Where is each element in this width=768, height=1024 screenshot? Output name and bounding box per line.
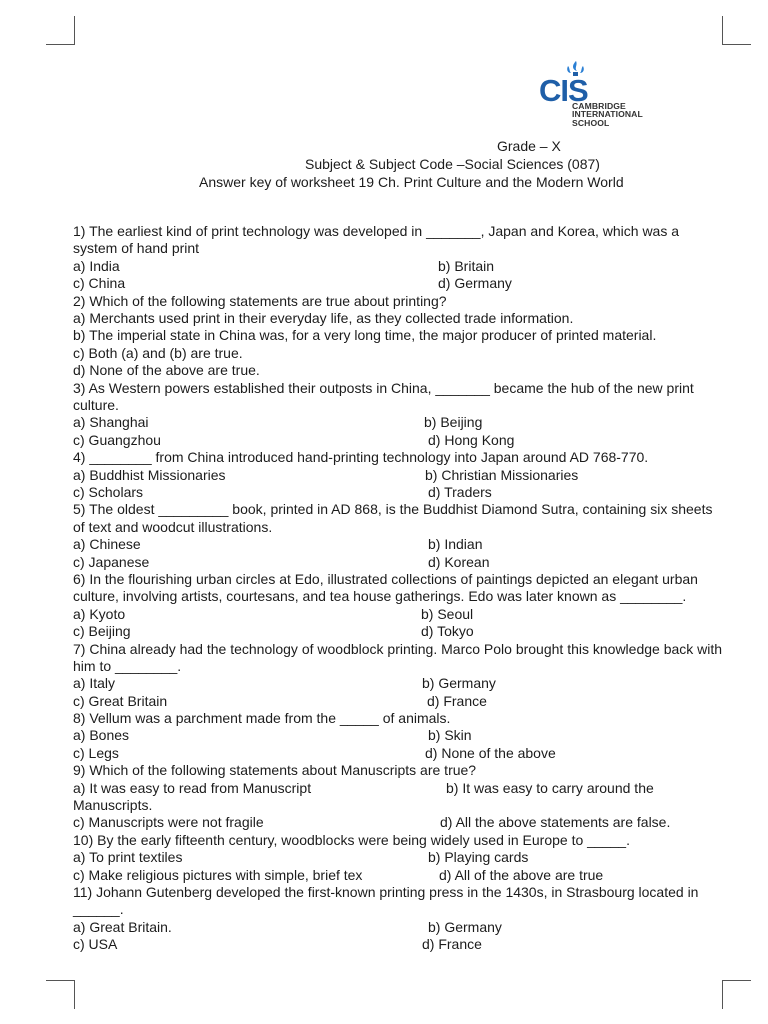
question-10 bbox=[73, 832, 723, 884]
question-text: 9) Which of the following statements about Manuscripts are true? bbox=[73, 762, 477, 779]
question-text: 5) The oldest _________ book, printed in AD 868, is the Buddhist Diamond Sutra, containing six sheets of text and woodcut illustrations. bbox=[73, 501, 713, 535]
option-d: d) France bbox=[427, 692, 487, 709]
logo-name-line-2: INTERNATIONAL bbox=[572, 109, 643, 120]
option-a: a) It was easy to read from Manuscript bbox=[73, 779, 312, 796]
crop-mark-top-right bbox=[722, 16, 751, 45]
option-c: c) Japanese bbox=[73, 553, 150, 570]
option-c: c) Scholars bbox=[73, 483, 144, 500]
question-text: 11) Johann Gutenberg developed the first-known printing press in the 1430s, in Strasbourg located in ______. bbox=[73, 884, 699, 918]
question-1 bbox=[73, 223, 723, 293]
option-a: a) Great Britain. bbox=[73, 918, 172, 935]
page-title: Answer key of worksheet 19 Ch. Print Culture and the Modern World bbox=[199, 174, 624, 190]
option-a: a) India bbox=[73, 257, 120, 274]
option-c: c) Great Britain bbox=[73, 692, 168, 709]
logo-name-line-3: SCHOOL bbox=[572, 117, 610, 128]
option-c: c) USA bbox=[73, 936, 118, 953]
worksheet-questions bbox=[73, 223, 723, 954]
option-c: c) China bbox=[73, 275, 126, 292]
question-text: 4) ________ from China introduced hand-printing technology into Japan around AD 768-770. bbox=[73, 449, 649, 466]
option-a: a) Shanghai bbox=[73, 414, 149, 431]
option-a: a) Bones bbox=[73, 727, 130, 744]
option-c: c) Guangzhou bbox=[73, 431, 161, 448]
question-9 bbox=[73, 762, 723, 832]
crop-mark-bottom-left bbox=[46, 980, 75, 1009]
question-2 bbox=[73, 293, 723, 380]
option-b: b) Beijing bbox=[424, 414, 483, 431]
grade-line: Grade – X bbox=[497, 138, 561, 154]
option-d: d) France bbox=[422, 936, 482, 953]
school-logo bbox=[538, 58, 678, 128]
question-7 bbox=[73, 641, 723, 711]
option-b: b) Germany bbox=[422, 675, 496, 692]
question-6 bbox=[73, 571, 723, 641]
question-text: 2) Which of the following statements are true about printing? bbox=[73, 292, 447, 309]
option-b: b) Indian bbox=[428, 536, 483, 553]
question-text: 8) Vellum was a parchment made from the _____ of animals. bbox=[73, 710, 451, 727]
option-c: c) Make religious pictures with simple, brief tex bbox=[73, 866, 363, 883]
option-a: a) Italy bbox=[73, 675, 116, 692]
question-3 bbox=[73, 380, 723, 450]
option-b-part: b) It was easy to carry around the bbox=[446, 779, 654, 796]
option-b: b) Christian Missionaries bbox=[425, 466, 579, 483]
question-8 bbox=[73, 710, 723, 762]
option-c: c) Manuscripts were not fragile bbox=[73, 814, 264, 831]
question-text: 3) As Western powers established their outposts in China, _______ became the hub of the new print culture. bbox=[73, 379, 694, 413]
option-d: d) All the above statements are false. bbox=[440, 814, 671, 831]
option-a: a) Chinese bbox=[73, 536, 141, 553]
option-a: a) Kyoto bbox=[73, 605, 126, 622]
question-text: 7) China already had the technology of woodblock printing. Marco Polo brought this knowledge back with him to ________. bbox=[73, 640, 723, 674]
logo-abbr: CIS bbox=[539, 73, 588, 108]
option-d: d) Hong Kong bbox=[428, 431, 515, 448]
option-b-continued: Manuscripts. bbox=[73, 797, 153, 814]
question-text: 1) The earliest kind of print technology was developed in _______, Japan and Korea, which was a system of hand print bbox=[73, 223, 680, 257]
option-b: b) The imperial state in China was, for a very long time, the major producer of printed material. bbox=[73, 327, 657, 344]
logo-school-name bbox=[572, 102, 643, 127]
option-c: c) Both (a) and (b) are true. bbox=[73, 344, 243, 361]
option-d: d) None of the above bbox=[425, 744, 556, 761]
subject-line: Subject & Subject Code –Social Sciences (087) bbox=[305, 156, 600, 172]
option-b: b) Playing cards bbox=[428, 849, 529, 866]
option-b: b) Germany bbox=[428, 918, 502, 935]
option-b: b) Skin bbox=[428, 727, 472, 744]
question-4 bbox=[73, 449, 723, 501]
question-text: 6) In the flourishing urban circles at Edo, illustrated collections of paintings depicted an elegant urban culture, involving artists, courtesans, and tea house gatherings. Edo was later known as ________. bbox=[73, 570, 698, 605]
option-d: d) Tokyo bbox=[421, 623, 474, 640]
option-d: d) All of the above are true bbox=[439, 866, 604, 883]
option-d: d) None of the above are true. bbox=[73, 362, 260, 379]
option-a: a) Buddhist Missionaries bbox=[73, 466, 226, 483]
question-5 bbox=[73, 501, 723, 571]
option-b: b) Seoul bbox=[421, 605, 474, 622]
option-d: d) Traders bbox=[428, 483, 492, 500]
question-11 bbox=[73, 884, 723, 954]
option-c: c) Legs bbox=[73, 744, 119, 761]
crop-mark-top-left bbox=[46, 16, 75, 45]
option-a: a) To print textiles bbox=[73, 849, 183, 866]
option-a: a) Merchants used print in their everyday life, as they collected trade information. bbox=[73, 309, 574, 326]
logo-name-line-1: CAMBRIDGE bbox=[572, 101, 626, 111]
option-c: c) Beijing bbox=[73, 623, 131, 640]
option-b: b) Britain bbox=[438, 257, 495, 274]
question-text: 10) By the early fifteenth century, woodblocks were being widely used in Europe to _____. bbox=[73, 831, 630, 848]
option-d: d) Germany bbox=[438, 275, 512, 292]
crop-mark-bottom-right bbox=[722, 980, 751, 1009]
option-d: d) Korean bbox=[428, 553, 490, 570]
